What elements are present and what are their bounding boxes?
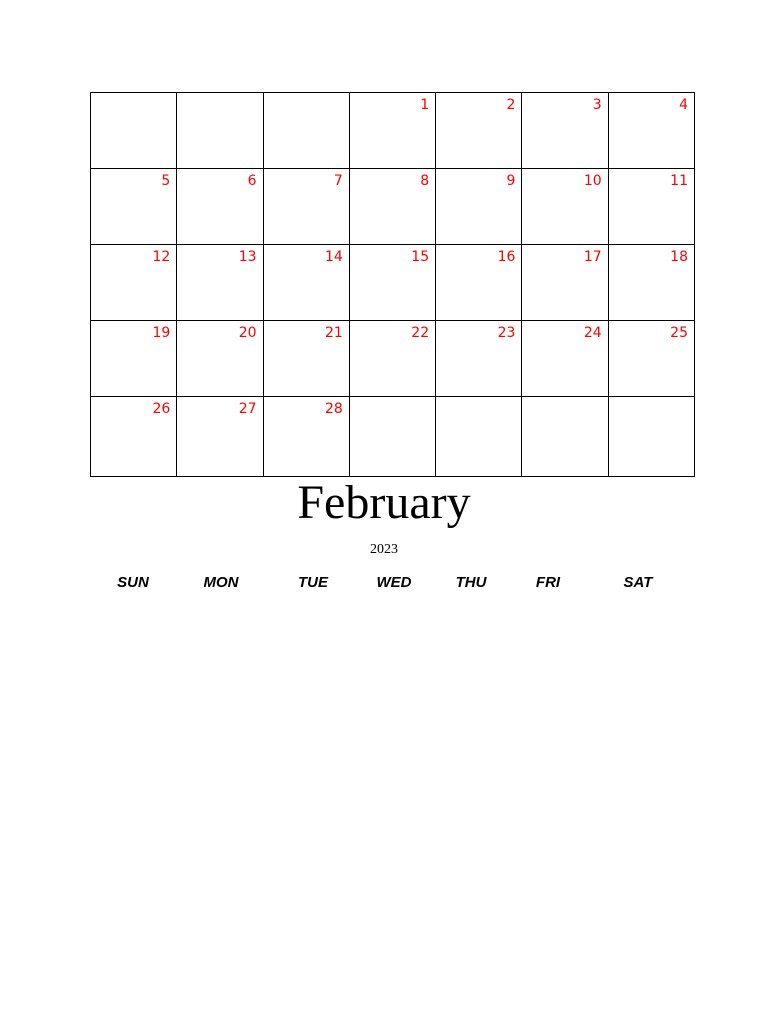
day-cell: 17 xyxy=(522,245,608,321)
day-cell: 24 xyxy=(522,321,608,397)
weekday-thu: THU xyxy=(455,574,487,591)
month-title: February xyxy=(297,476,471,529)
day-cell: 26 xyxy=(91,397,177,477)
weekday-mon: MON xyxy=(203,574,239,591)
day-cell: 8 xyxy=(349,169,435,245)
weekday-sat: SAT xyxy=(623,574,653,591)
week-row xyxy=(91,321,695,397)
day-cell: 20 xyxy=(177,321,263,397)
day-cell: 3 xyxy=(522,93,608,169)
week-row xyxy=(91,397,695,477)
day-cell: 9 xyxy=(436,169,522,245)
calendar-grid xyxy=(90,92,695,477)
day-cell xyxy=(522,397,608,477)
day-cell: 7 xyxy=(263,169,349,245)
day-cell xyxy=(177,93,263,169)
day-cell: 16 xyxy=(436,245,522,321)
day-cell xyxy=(608,397,694,477)
day-cell xyxy=(91,93,177,169)
day-cell xyxy=(263,93,349,169)
day-cell: 11 xyxy=(608,169,694,245)
weekday-fri: FRI xyxy=(535,574,561,591)
day-cell: 14 xyxy=(263,245,349,321)
weekday-sun: SUN xyxy=(117,574,149,591)
day-cell: 15 xyxy=(349,245,435,321)
week-row xyxy=(91,245,695,321)
weekday-wed: WED xyxy=(376,574,412,591)
week-row xyxy=(91,93,695,169)
day-cell: 28 xyxy=(263,397,349,477)
day-cell: 1 xyxy=(349,93,435,169)
day-cell: 22 xyxy=(349,321,435,397)
weekday-tue: TUE xyxy=(298,574,328,591)
week-row xyxy=(91,169,695,245)
day-cell: 19 xyxy=(91,321,177,397)
day-cell: 12 xyxy=(91,245,177,321)
day-cell xyxy=(349,397,435,477)
day-cell: 13 xyxy=(177,245,263,321)
day-cell: 10 xyxy=(522,169,608,245)
day-cell: 18 xyxy=(608,245,694,321)
day-cell: 21 xyxy=(263,321,349,397)
day-cell: 2 xyxy=(436,93,522,169)
day-cell xyxy=(436,397,522,477)
day-cell: 27 xyxy=(177,397,263,477)
day-cell: 23 xyxy=(436,321,522,397)
year-label: 2023 xyxy=(370,542,398,557)
day-cell: 4 xyxy=(608,93,694,169)
day-cell: 6 xyxy=(177,169,263,245)
day-cell: 5 xyxy=(91,169,177,245)
day-cell: 25 xyxy=(608,321,694,397)
